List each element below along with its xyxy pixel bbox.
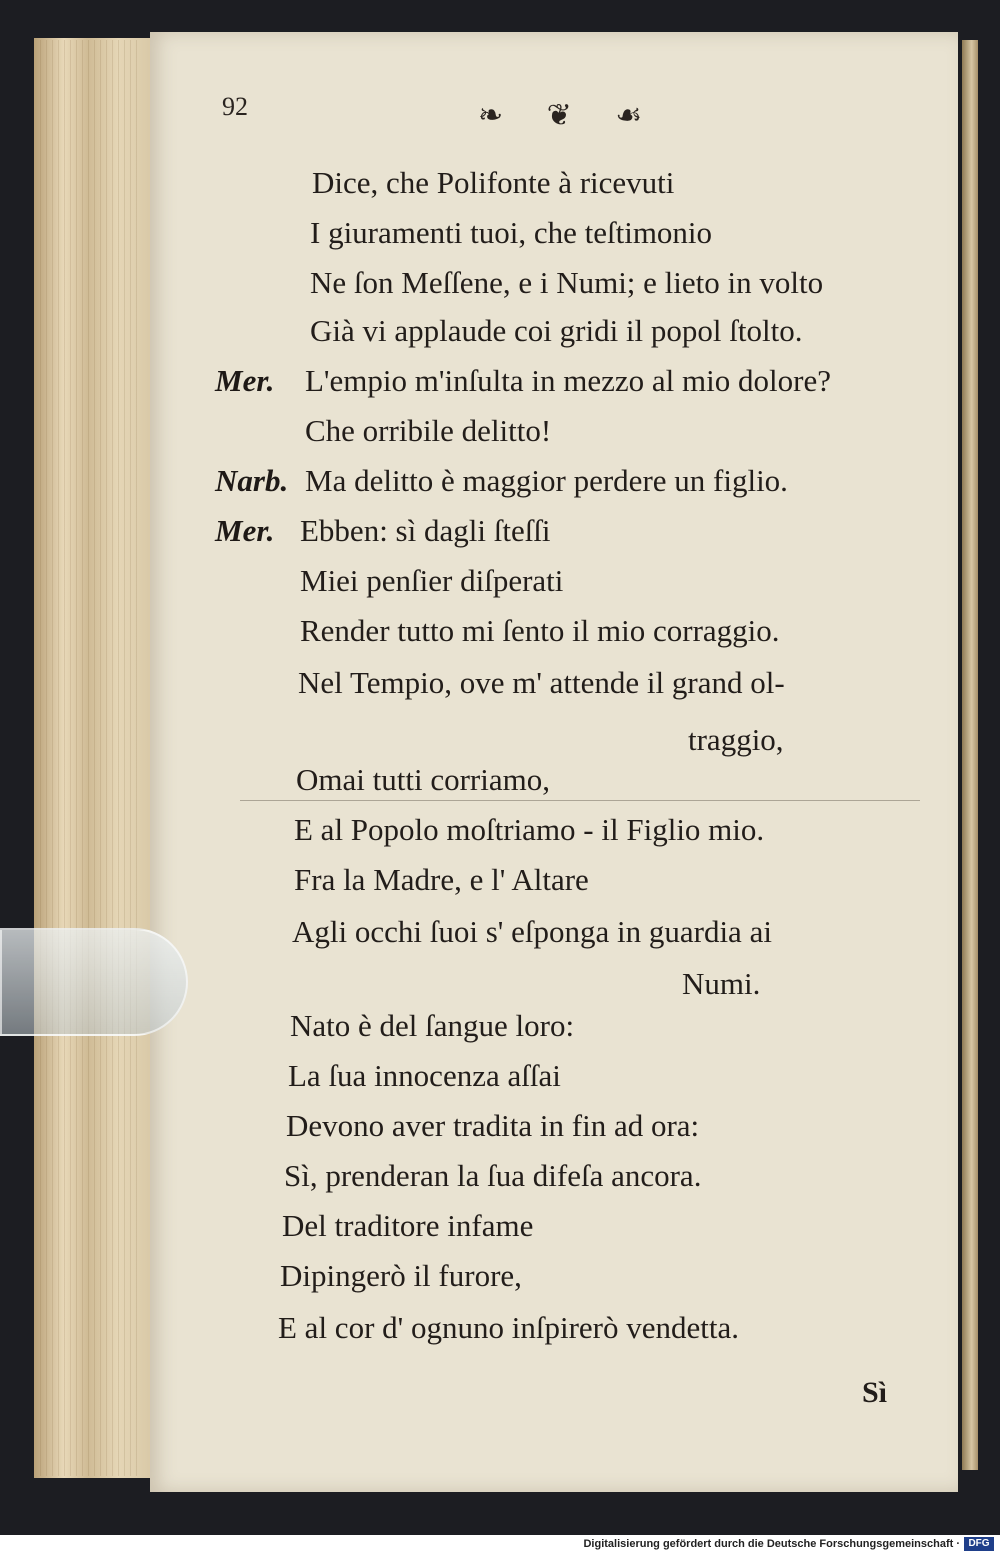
speaker-label: Narb.: [215, 463, 289, 498]
speaker-label: Mer.: [215, 513, 275, 548]
verse-line: Che orribile delitto!: [305, 413, 552, 448]
verse-line: Ne ſon Meſſene, e i Numi; e lieto in volto: [310, 265, 824, 300]
verse-line: Agli occhi ſuoi s' eſponga in guardia ai: [292, 914, 772, 949]
verse-line: Fra la Madre, e l' Altare: [294, 862, 589, 897]
facing-page-edge: [962, 40, 978, 1470]
verse-line: Render tutto mi ſento il mio corraggio.: [300, 613, 780, 648]
verse-line-continuation: traggio,: [688, 722, 784, 757]
verse-line: E al cor d' ognuno inſpirerò vendetta.: [278, 1310, 739, 1345]
scene-rule: [240, 800, 920, 801]
verse-line-continuation: Numi.: [682, 966, 761, 1001]
verse-line: Dipingerò il furore,: [280, 1258, 522, 1293]
verse-line: E al Popolo moſtriamo - il Figlio mio.: [294, 812, 765, 847]
verse-line: Già vi applaude coi gridi il popol ſtolto.: [310, 313, 803, 348]
footer-bar: [0, 1535, 1000, 1555]
verse-line: Omai tutti corriamo,: [296, 762, 550, 797]
verse-line: Ebben: sì dagli ſteſſi: [300, 513, 551, 548]
verse-line: Dice, che Polifonte à ricevuti: [312, 165, 675, 200]
speaker-label: Mer.: [215, 363, 275, 398]
page-edge-texture: [40, 40, 140, 1476]
verse-line: L'empio m'inſulta in mezzo al mio dolore?: [305, 363, 831, 398]
dfg-logo-icon: DFG: [964, 1537, 994, 1551]
funding-credit: Digitalisierung gefördert durch die Deutsche Forschungsgemeinschaft ·: [583, 1538, 960, 1550]
page-number: 92: [222, 92, 248, 121]
verse-line: Devono aver tradita in fin ad ora:: [286, 1108, 700, 1143]
verse-line: Nel Tempio, ove m' attende il grand ol-: [298, 665, 785, 700]
verse-line: La ſua innocenza aſſai: [288, 1058, 561, 1093]
verse-line: Del traditore infame: [282, 1208, 534, 1243]
verse-line: I giuramenti tuoi, che teſtimonio: [310, 215, 713, 250]
catchword: Sì: [862, 1376, 888, 1409]
verse-line: Miei penſier diſperati: [300, 563, 564, 598]
glass-page-weight: [0, 928, 188, 1036]
header-ornament: ❧ ❦ ☙: [478, 99, 661, 132]
book-page: [150, 32, 958, 1492]
verse-line: Nato è del ſangue loro:: [290, 1008, 575, 1043]
verse-line: Sì, prenderan la ſua difeſa ancora.: [284, 1158, 702, 1193]
verse-line: Ma delitto è maggior perdere un figlio.: [305, 463, 788, 498]
